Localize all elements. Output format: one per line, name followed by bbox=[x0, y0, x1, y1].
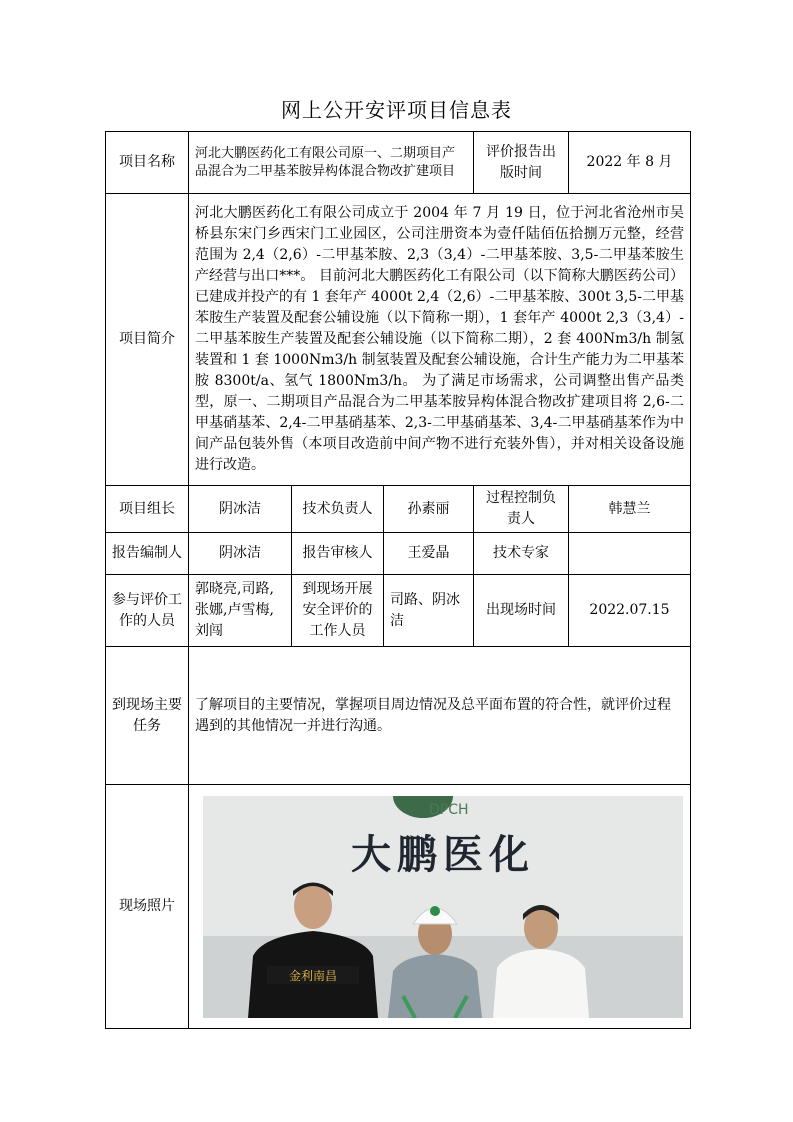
process-lead-label: 过程控制负责人 bbox=[474, 486, 569, 533]
wall-sign: 大鹏医化 bbox=[351, 831, 535, 878]
report-date-label: 评价报告出版时间 bbox=[474, 132, 569, 194]
task-label: 到现场主要任务 bbox=[106, 647, 189, 785]
leader-value: 阴冰洁 bbox=[189, 486, 292, 533]
intro-value: 河北大鹏医药化工有限公司成立于 2004 年 7 月 19 日，位于河北省沧州市吴桥县东宋门乡西宋门工业园区，公司注册资本为壹仟陆佰伍拾捌万元整，经营范围为 2,4（2,6）-二甲基苯胺、2,3（3,4）-二甲基苯胺、3,5-二甲基苯胺生产经营与出口***。 目前河北大鹏医药化工有限公司（以下简称大鹏医药公司）已建成并投产的有 1 套年产 4000t 2,4（2,6）-二甲基苯胺、300t 3,5-二甲基苯胺生产装置及配套公辅设施（以下简称一期），1 套年产 4000t 2,3（3,4）-二甲基苯胺生产装置及配套公辅设施（以下简称二期），2 套 400Nm3/h 制氢装置和 1 套 1000Nm3/h 制氢装置及配套公辅设施，合计生产能力为二甲基苯胺 8300t/a、氢气 1800Nm3/h。 为了满足市场需求，公司调整出售产品类型，原一、二期项目产品混合为二甲基苯胺异构体混合物改扩建项目将 2,6-二甲基硝基苯、2,4-二甲基硝基苯、2,3-二甲基硝基苯、3,4-二甲基硝基苯作为中间产品包装外售（本项目改造前中间产物不进行充装外售），并对相关设备设施进行改造。 bbox=[189, 194, 691, 486]
reviewer-value: 王爱晶 bbox=[384, 533, 474, 575]
participants-value: 郭晓亮,司路,张娜,卢雪梅,刘闯 bbox=[189, 575, 292, 647]
onsite-time-value: 2022.07.15 bbox=[569, 575, 691, 647]
row-participants bbox=[106, 575, 691, 647]
row-authors bbox=[106, 533, 691, 575]
photo-cell bbox=[189, 785, 691, 1029]
row-photo bbox=[106, 785, 691, 1029]
expert-value bbox=[569, 533, 691, 575]
photo-label: 现场照片 bbox=[106, 785, 189, 1029]
project-name-label: 项目名称 bbox=[106, 132, 189, 194]
intro-label: 项目简介 bbox=[106, 194, 189, 486]
row-leaders bbox=[106, 486, 691, 533]
project-name-value: 河北大鹏医药化工有限公司原一、二期项目产品混合为二甲基苯胺异构体混合物改扩建项目 bbox=[189, 132, 474, 194]
reviewer-label: 报告审核人 bbox=[292, 533, 384, 575]
row-task bbox=[106, 647, 691, 785]
process-lead-value: 韩慧兰 bbox=[569, 486, 691, 533]
onsite-staff-label: 到现场开展安全评价的工作人员 bbox=[292, 575, 384, 647]
author-value: 阴冰洁 bbox=[189, 533, 292, 575]
page-title: 网上公开安评项目信息表 bbox=[281, 98, 512, 122]
row-intro bbox=[106, 194, 691, 486]
author-label: 报告编制人 bbox=[106, 533, 189, 575]
participants-label: 参与评价工作的人员 bbox=[106, 575, 189, 647]
onsite-time-label: 出现场时间 bbox=[474, 575, 569, 647]
site-photo-illustration bbox=[203, 796, 683, 1018]
info-table bbox=[105, 131, 691, 1029]
tech-lead-label: 技术负责人 bbox=[292, 486, 384, 533]
expert-label: 技术专家 bbox=[474, 533, 569, 575]
tech-lead-value: 孙素丽 bbox=[384, 486, 474, 533]
row-project-name bbox=[106, 132, 691, 194]
onsite-staff-value: 司路、阴冰洁 bbox=[384, 575, 474, 647]
task-value: 了解项目的主要情况，掌握项目周边情况及总平面布置的符合性，就评价过程遇到的其他情况一并进行沟通。 bbox=[189, 647, 691, 785]
report-date-value: 2022 年 8 月 bbox=[569, 132, 691, 194]
site-photo bbox=[203, 796, 683, 1018]
logo-text: DPCH bbox=[429, 801, 469, 818]
shirt-text: 金利南昌 bbox=[288, 968, 338, 983]
leader-label: 项目组长 bbox=[106, 486, 189, 533]
